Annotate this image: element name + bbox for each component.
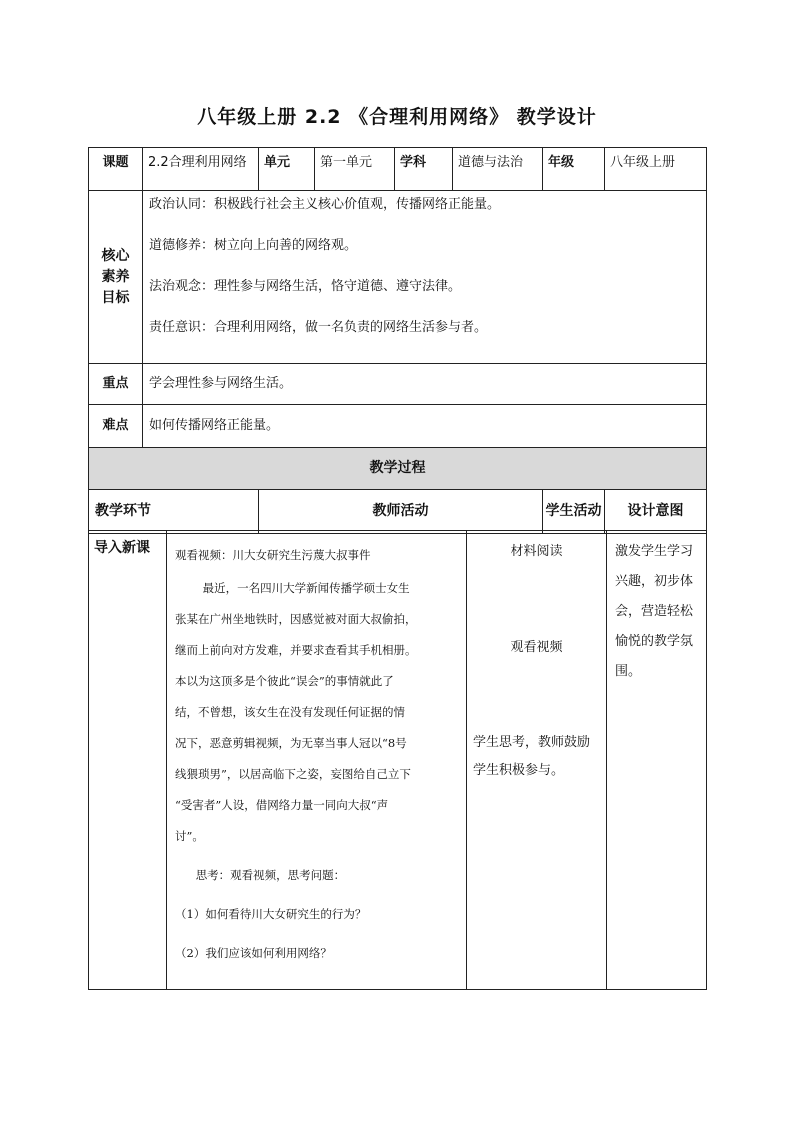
- student-activity: [467, 531, 607, 990]
- col-student-header: 学生活动: [543, 490, 605, 534]
- col-stage-header: 教学环节: [89, 490, 259, 534]
- goals-list: [143, 191, 707, 364]
- design-line: 会，营造轻松: [615, 604, 694, 619]
- process-header-row: [89, 448, 707, 490]
- grade-value: 八年级上册: [605, 148, 707, 191]
- key-point-label: 重点: [89, 364, 143, 405]
- goal-item-moral: 道德修养：树立向上向善的网络观。: [149, 238, 358, 253]
- teacher-activity: [167, 531, 467, 990]
- goal-item-legal: 法治观念：理性参与网络生活，恪守道德、遵守法律。: [149, 279, 462, 294]
- goal-item-responsibility: 责任意识：合理利用网络，做一名负责的网络生活参与者。: [149, 320, 488, 335]
- key-point-value: 学会理性参与网络生活。: [143, 364, 707, 405]
- paragraph-line: 结，不曾想，该女生在没有发现任何证据的情: [175, 705, 405, 719]
- paragraph-line: 线猥琐男”，以居高临下之姿，妄图给自己立下: [175, 767, 411, 781]
- teacher-heading: 观看视频：川大女研究生污蔑大叔事件: [175, 548, 371, 562]
- student-think-line: 学生思考，教师鼓励: [473, 735, 591, 751]
- design-line: 围。: [615, 664, 642, 679]
- lesson-plan-table: [88, 147, 707, 534]
- question-1: （1）如何看待川大女研究生的行为？: [175, 907, 367, 921]
- difficulty-label: 难点: [89, 405, 143, 448]
- paragraph-line: 本以为这顶多是个彼此“误会”的事情就此了: [175, 674, 394, 688]
- paragraph-line: “受害者”人设，借网络力量一同向大叔“声: [175, 798, 389, 812]
- design-line: 愉悦的教学氛: [615, 634, 694, 649]
- intro-stage: 导入新课: [89, 531, 167, 990]
- difficulty-row: [89, 405, 707, 448]
- student-activity-video: 观看视频: [510, 640, 563, 656]
- paragraph-line: 张某在广州坐地铁时，因感觉被对面大叔偷拍，: [175, 612, 417, 626]
- paragraph-line: 最近，一名四川大学新闻传播学硕士女生: [202, 581, 410, 595]
- design-intent: [607, 531, 707, 990]
- intro-row: [89, 531, 707, 990]
- difficulty-value: 如何传播网络正能量。: [143, 405, 707, 448]
- design-line: 兴趣，初步体: [615, 574, 694, 589]
- process-header: 教学过程: [89, 448, 707, 490]
- page-title: 八年级上册 2.2 《合理利用网络》 教学设计: [197, 106, 597, 128]
- column-header-row: [89, 490, 707, 534]
- teacher-paragraph: [175, 573, 458, 852]
- subject-label: 学科: [395, 148, 453, 191]
- goals-label: 核心素养目标: [89, 191, 143, 364]
- subject-value: 道德与法治: [453, 148, 543, 191]
- paragraph-line: 况下，恶意剪辑视频，为无辜当事人冠以“8号: [175, 736, 407, 750]
- key-point-row: [89, 364, 707, 405]
- grade-label: 年级: [543, 148, 605, 191]
- think-prompt: 思考：观看视频，思考问题：: [195, 868, 346, 882]
- goals-row: [89, 191, 707, 364]
- unit-label: 单元: [259, 148, 315, 191]
- student-activity-reading: 材料阅读: [510, 544, 563, 559]
- design-line: 激发学生学习: [615, 544, 694, 559]
- process-table: [88, 530, 707, 990]
- paragraph-line: 继而上前向对方发难，并要求查看其手机相册。: [175, 643, 417, 657]
- student-activity-think: [473, 729, 600, 785]
- paragraph-line: 讨”。: [175, 829, 204, 843]
- col-teacher-header: 教师活动: [259, 490, 543, 534]
- unit-value: 第一单元: [315, 148, 395, 191]
- student-think-line: 学生积极参与。: [473, 763, 565, 779]
- topic-value: 2.2合理利用网络: [143, 148, 259, 191]
- goal-item-political: 政治认同：积极践行社会主义核心价值观，传播网络正能量。: [149, 197, 501, 212]
- topic-label: 课题: [89, 148, 143, 191]
- question-2: （2）我们应该如何利用网络？: [175, 946, 332, 960]
- info-row: [89, 148, 707, 191]
- col-design-header: 设计意图: [605, 490, 707, 534]
